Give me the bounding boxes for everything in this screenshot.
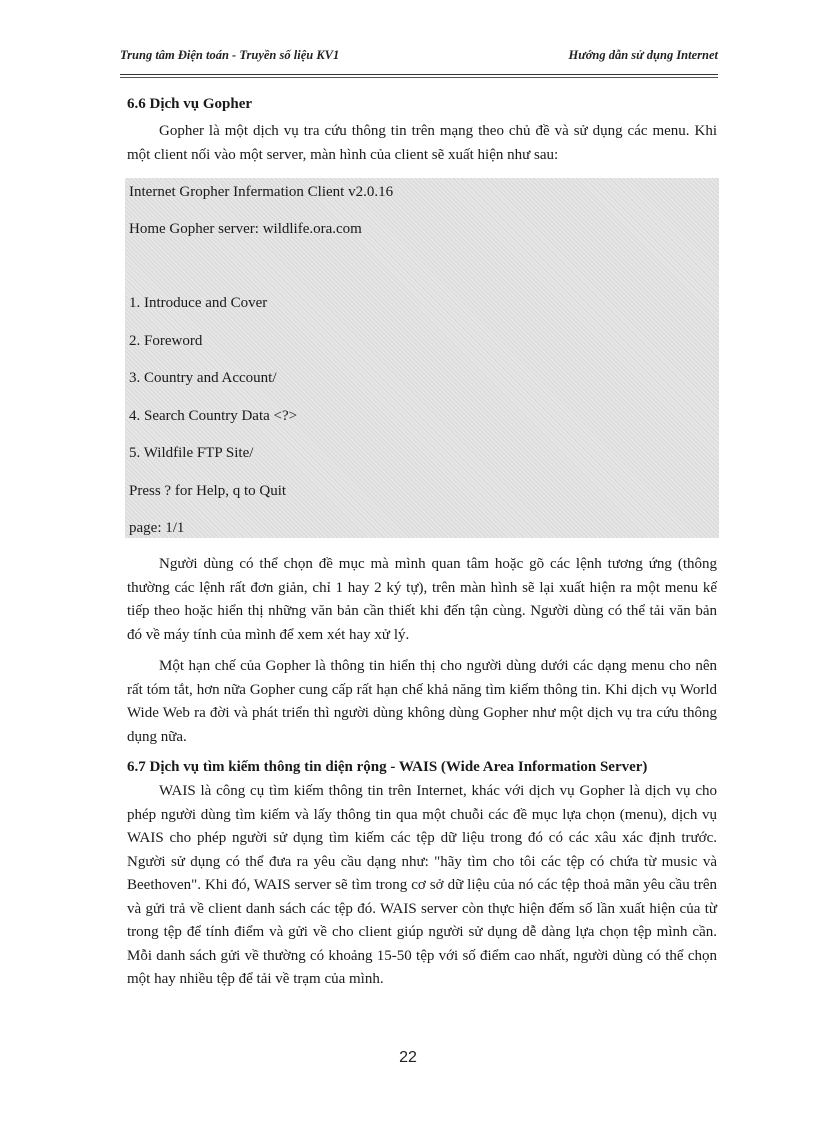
wais-description-paragraph: WAIS là công cụ tìm kiếm thông tin trên Internet, khác với dịch vụ Gopher là dịch vụ cho phép người dùng tìm kiếm và lấy thông tin qua một chuỗi các đề mục lựa chọn (menu), dịch vụ WAIS cho phép người sử dụng tìm kiếm các tệp dữ liệu trong đó có các xâu xác định trước. Người sử dụng có thể đưa ra yêu cầu dạng như: "hãy tìm cho tôi các tệp có chứa từ music và Beethoven". Khi đó, WAIS server sẽ tìm trong cơ sở dữ liệu của nó các tệp thoả mãn yêu cầu trên và gửi trả về client danh sách các tệp đó. WAIS server còn thực hiện đếm số lần xuất hiện của từ trong tệp để tính điểm và gửi về cho client giúp người sử dụng dễ dàng lựa chọn tệp mình cần. Mỗi danh sách gửi về thường có khoảng 15-50 tệp với số điểm cao nhất, người dùng có thể chọn một hay nhiều tệp để tải về trạm của mình. bbox=[127, 783, 717, 987]
console-line: 4. Search Country Data <?> bbox=[129, 408, 298, 424]
page-header bbox=[120, 44, 718, 75]
page-number: 22 bbox=[399, 1049, 417, 1066]
gopher-intro-paragraph: Gopher là một dịch vụ tra cứu thông tin trên mạng theo chủ đề và sử dụng các menu. Khi một client nối vào một server, màn hình của client sẽ xuất hiện như sau: bbox=[127, 123, 717, 163]
console-line: Home Gopher server: wildlife.ora.com bbox=[129, 221, 362, 237]
gopher-usage-paragraph: Người dùng có thể chọn đề mục mà mình quan tâm hoặc gõ các lệnh tương ứng (thông thường các lệnh rất đơn giản, chỉ 1 hay 2 ký tự), trên màn hình sẽ lại xuất hiện ra một menu kế tiếp theo hoặc hiển thị những văn bản cần thiết khi đến tận cùng. Người dùng có thể tải văn bản đó về máy tính của mình để xem xét hay xử lý. bbox=[127, 556, 717, 643]
header-left-title: Trung tâm Điện toán - Truyền số liệu KV1 bbox=[120, 48, 340, 62]
console-line: 1. Introduce and Cover bbox=[129, 295, 268, 311]
console-line: Internet Gropher Infermation Client v2.0.16 bbox=[129, 184, 394, 200]
console-line: 2. Foreword bbox=[129, 333, 203, 349]
console-line: 3. Country and Account/ bbox=[129, 370, 277, 386]
header-right-title: Hướng dẫn sử dụng Internet bbox=[568, 48, 718, 62]
console-line: 5. Wildfile FTP Site/ bbox=[129, 445, 254, 461]
gopher-limitation-paragraph: Một hạn chế của Gopher là thông tin hiển thị cho người dùng dưới các dạng menu cho nên rất tóm tắt, hơn nữa Gopher cung cấp rất hạn chế khả năng tìm kiếm thông tin. Khi dịch vụ World Wide Web ra đời và phát triển thì người dùng không dùng Gopher như một dịch vụ tra cứu thông dụng nữa. bbox=[127, 658, 717, 745]
section-heading-wais: 6.7 Dịch vụ tìm kiếm thông tin diện rộng - WAIS (Wide Area Information Server) bbox=[127, 759, 648, 775]
console-line: Press ? for Help, q to Quit bbox=[129, 483, 287, 499]
header-divider bbox=[120, 77, 718, 78]
section-heading-gopher: 6.6 Dịch vụ Gopher bbox=[127, 96, 253, 112]
console-line: page: 1/1 bbox=[129, 520, 185, 536]
gopher-client-screen bbox=[125, 178, 719, 538]
